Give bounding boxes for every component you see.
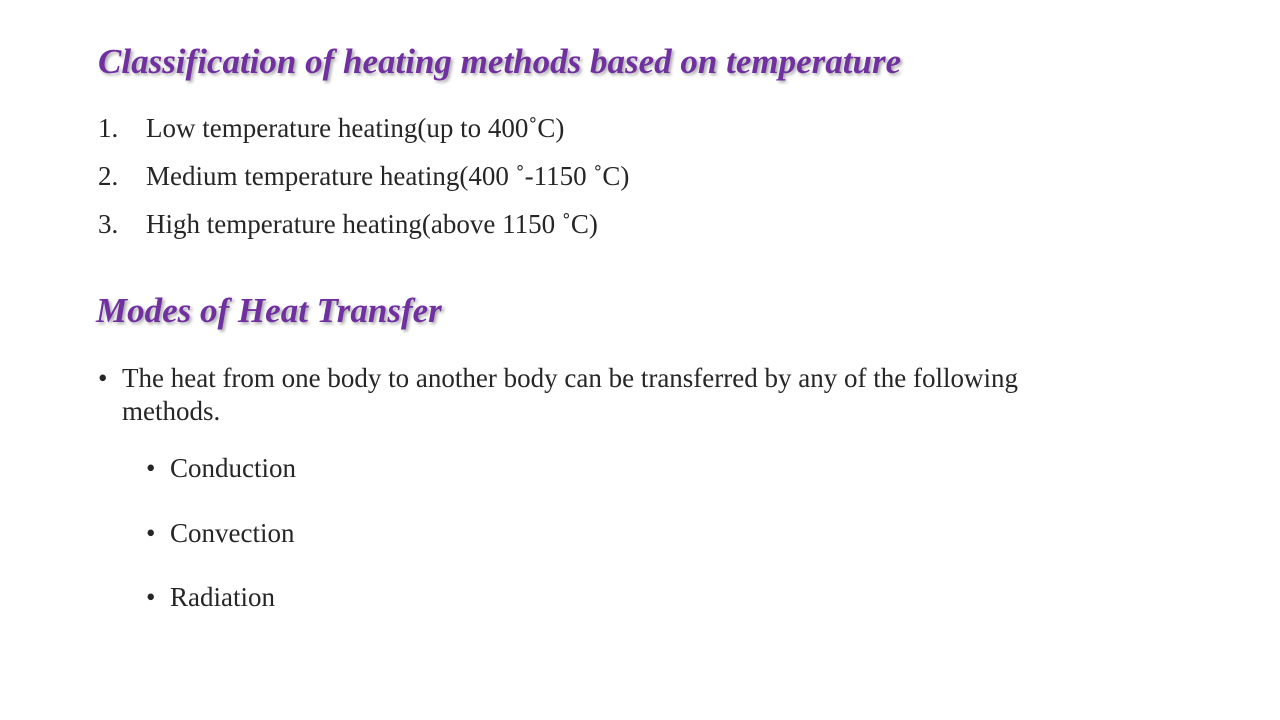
bullet-icon: • [146,517,156,548]
method-radiation: Radiation [170,582,275,612]
bullet-icon: • [98,363,108,393]
list-number: 2. [98,161,119,191]
intro-paragraph [98,362,1098,428]
list-item [146,452,296,517]
temperature-list [98,110,629,254]
method-convection: Convection [170,517,295,548]
list-item-text: High temperature heating(above 1150 ˚C) [146,209,598,239]
list-number: 3. [98,209,119,239]
bullet-icon: • [146,582,156,612]
list-item [98,206,629,254]
heading-heat-transfer: Modes of Heat Transfer [96,291,442,330]
paragraph-text: The heat from one body to another body can be transferred by any of the following methods. [122,363,1018,426]
method-conduction: Conduction [170,453,296,483]
list-item [146,581,296,646]
list-item-text: Low temperature heating(up to 400˚C) [146,113,565,143]
list-item [146,517,296,582]
list-item [98,110,629,158]
list-item-text: Medium temperature heating(400 ˚-1150 ˚C) [146,161,630,191]
heat-transfer-methods-list [146,452,296,646]
list-item [98,158,629,206]
list-number: 1. [98,113,119,143]
bullet-icon: • [146,453,156,483]
heading-classification: Classification of heating methods based on temperature [98,42,902,81]
